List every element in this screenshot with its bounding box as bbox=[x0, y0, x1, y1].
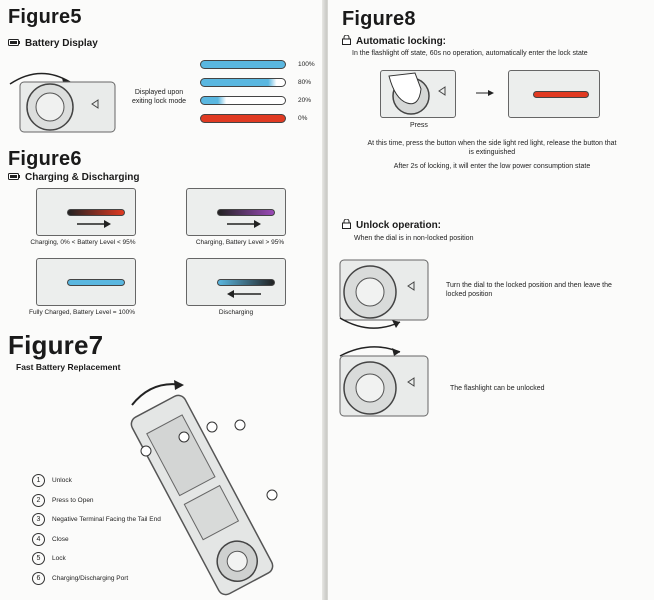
light-strip-full bbox=[67, 279, 125, 286]
unlock-description: When the dial is in non-locked position bbox=[354, 235, 474, 242]
legend-item bbox=[32, 513, 161, 526]
press-label: Press bbox=[410, 122, 428, 129]
legend-item bbox=[32, 474, 72, 487]
press-dial-illustration bbox=[380, 70, 456, 118]
panel1-caption: Charging, 0% < Battery Level < 95% bbox=[30, 239, 136, 246]
legend-item bbox=[32, 572, 128, 585]
legend-number: 6 bbox=[32, 572, 45, 585]
lock-icon bbox=[342, 35, 351, 48]
battery-icon bbox=[8, 38, 20, 49]
figure6-title: Figure6 bbox=[8, 148, 82, 170]
arrow-right-icon bbox=[227, 220, 261, 228]
battery-level-label: 100% bbox=[298, 61, 315, 68]
flashlight-body-illustration bbox=[112, 375, 297, 600]
lock-icon bbox=[342, 219, 351, 232]
panel2-caption: Charging, Battery Level > 95% bbox=[195, 239, 285, 246]
dial-unlocked-illustration bbox=[330, 342, 432, 418]
light-strip-charging bbox=[67, 209, 125, 216]
unlock-heading-row bbox=[342, 219, 441, 232]
arrow-right-icon bbox=[77, 220, 111, 228]
legend-number: 1 bbox=[32, 474, 45, 487]
light-strip-discharging bbox=[217, 279, 275, 286]
auto-lock-heading: Automatic locking: bbox=[356, 36, 447, 47]
note-release-button: At this time, press the button when the side light red light, release the button that is extinguished bbox=[367, 140, 617, 156]
battery-level-label: 20% bbox=[298, 97, 312, 104]
battery-level-label: 0% bbox=[298, 115, 308, 122]
figure5-title: Figure5 bbox=[8, 6, 82, 28]
battery-icon bbox=[8, 172, 20, 183]
step2-instruction: The flashlight can be unlocked bbox=[450, 385, 545, 392]
figure5-subtitle: Battery Display bbox=[25, 38, 98, 49]
legend-label: Close bbox=[52, 535, 69, 543]
charging-panel-low bbox=[36, 188, 136, 236]
figure6-subtitle: Charging & Discharging bbox=[25, 172, 140, 183]
discharging-panel bbox=[186, 258, 286, 306]
legend-number: 2 bbox=[32, 494, 45, 507]
legend-number: 5 bbox=[32, 552, 45, 565]
figure7-subtitle: Fast Battery Replacement bbox=[16, 362, 121, 372]
left-page bbox=[0, 0, 326, 600]
light-strip-charging-high bbox=[217, 209, 275, 216]
battery-level-label: 80% bbox=[298, 79, 312, 86]
fully-charged-panel bbox=[36, 258, 136, 306]
legend-number: 4 bbox=[32, 533, 45, 546]
note-low-power: After 2s of locking, it will enter the low power consumption state bbox=[393, 163, 591, 170]
figure6-subtitle-row bbox=[8, 172, 139, 183]
figure8-title: Figure8 bbox=[342, 8, 416, 30]
right-page bbox=[328, 0, 654, 600]
battery-level-bar bbox=[200, 96, 286, 105]
legend-number: 3 bbox=[32, 513, 45, 526]
legend-item bbox=[32, 494, 94, 507]
legend-label: Press to Open bbox=[52, 496, 94, 504]
figure5-caption: Displayed upon exiting lock mode bbox=[131, 89, 187, 105]
legend-item bbox=[32, 533, 69, 546]
legend-label: Charging/Discharging Port bbox=[52, 574, 129, 582]
charging-panel-high bbox=[186, 188, 286, 236]
step1-instruction: Turn the dial to the locked position and then leave the locked position bbox=[446, 282, 612, 298]
battery-level-bar bbox=[200, 114, 286, 123]
panel3-caption: Fully Charged, Battery Level = 100% bbox=[28, 309, 136, 316]
lock-state-panel bbox=[508, 70, 600, 118]
panel4-caption: Discharging bbox=[218, 309, 254, 316]
figure5-subtitle-row bbox=[8, 38, 98, 49]
arrow-right-icon bbox=[476, 90, 494, 96]
dial-turn-illustration bbox=[330, 256, 432, 332]
auto-lock-heading-row bbox=[342, 35, 446, 48]
light-strip-red bbox=[533, 91, 589, 98]
flashlight-head-illustration bbox=[0, 62, 118, 134]
auto-lock-description: In the flashlight off state, 60s no operation, automatically enter the lock state bbox=[352, 50, 588, 57]
legend-label: Unlock bbox=[52, 477, 72, 484]
legend-label: Negative Terminal Facing the Tail End bbox=[52, 516, 161, 523]
arrow-left-icon bbox=[227, 290, 261, 298]
figure7-title: Figure7 bbox=[8, 330, 104, 360]
battery-level-bar bbox=[200, 60, 286, 69]
battery-level-bar bbox=[200, 78, 286, 87]
legend-item bbox=[32, 552, 66, 565]
legend-label: Lock bbox=[52, 555, 66, 562]
unlock-heading: Unlock operation: bbox=[356, 220, 442, 231]
